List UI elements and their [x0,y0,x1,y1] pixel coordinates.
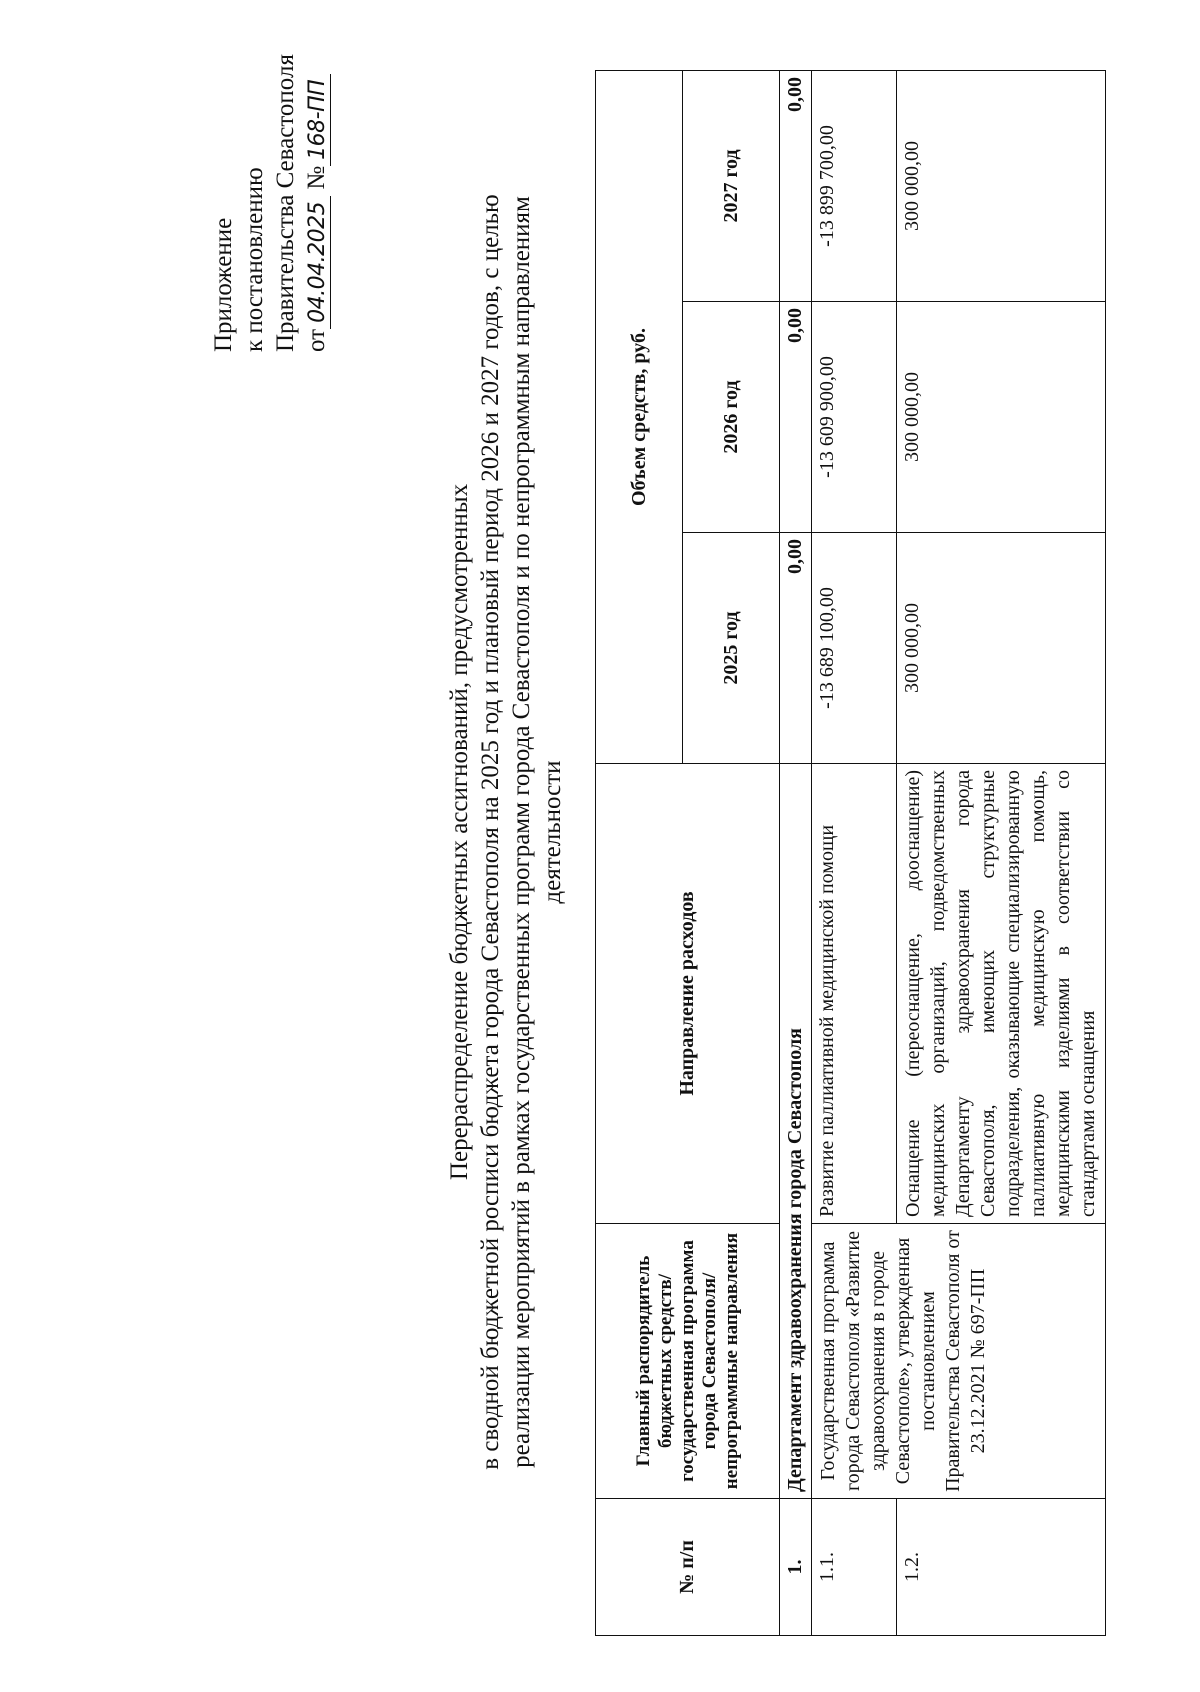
row-distributor: Государственная программа города Севастополя «Развитие здравоохранения в городе Севастополе», утвержденная постановлением Правительства Севастополя от 23.12.2021 № 697-ПП [812,1224,1106,1499]
appendix-line-3: Правительства Севастополя [272,54,299,352]
appendix-block [208,22,333,352]
row-num: 1.2. [897,1499,1106,1636]
header-2025: 2025 год [683,533,780,764]
resolution-date: 04.04.2025 [305,196,331,329]
row-direction: Развитие паллиативной медицинской помощи [812,764,897,1224]
appendix-line-2: к постановлению [241,167,268,352]
row-value-2025: 0,00 [780,533,812,764]
table-row [812,70,897,1635]
row-value-2026: 0,00 [780,302,812,533]
title-line-1: Перераспределение бюджетных ассигнований, предусмотренных [446,483,473,1181]
number-label: № [303,165,330,190]
document-title [444,122,568,1542]
resolution-number: 168-ПП [305,74,331,166]
header-distributor: Главный распорядитель бюджетных средств/государственная программа города Севастополя/непрограммные направления [596,1224,780,1499]
title-line-2: в сводной бюджетной росписи бюджета города Севастополя на 2025 год и плановый период 2026 и 2027 годов, с целью [477,194,504,1470]
row-num: 1. [780,1499,812,1636]
header-num: № п/п [596,1499,780,1636]
row-value-2027: 0,00 [780,70,812,301]
row-num: 1.1. [812,1499,897,1636]
row-direction: Оснащение (переоснащение, дооснащение) медицинских организаций, подведомственных Департаменту здравоохранения города Севастополя, имеющих структурные подразделения, оказывающие специализированную паллиативную медицинскую помощь, медицинскими изделиями в соответствии со стандартами оснащения [897,764,1106,1224]
row-value-2025: 300 000,00 [897,533,1106,764]
header-2026: 2026 год [683,302,780,533]
row-distributor: Департамент здравоохранения города Севастополя [780,764,812,1499]
appendix-date-line [301,22,333,352]
reallocation-table [595,70,1106,1636]
row-value-2027: 300 000,00 [897,70,1106,301]
table-row [780,70,812,1635]
title-line-4: деятельности [539,760,566,904]
header-volume: Объем средств, руб. [596,70,683,763]
row-value-2026: 300 000,00 [897,302,1106,533]
row-value-2025: -13 689 100,00 [812,533,897,764]
title-line-3: реализации мероприятий в рамках государственных программ города Севастополя и по непрограммным направлениям [508,196,535,1468]
appendix-line-1: Приложение [210,217,237,352]
row-value-2026: -13 609 900,00 [812,302,897,533]
from-label: от [303,328,330,352]
header-2027: 2027 год [683,70,780,301]
header-direction: Направление расходов [596,764,780,1224]
table-header-row [596,70,683,1635]
row-value-2027: -13 899 700,00 [812,70,897,301]
